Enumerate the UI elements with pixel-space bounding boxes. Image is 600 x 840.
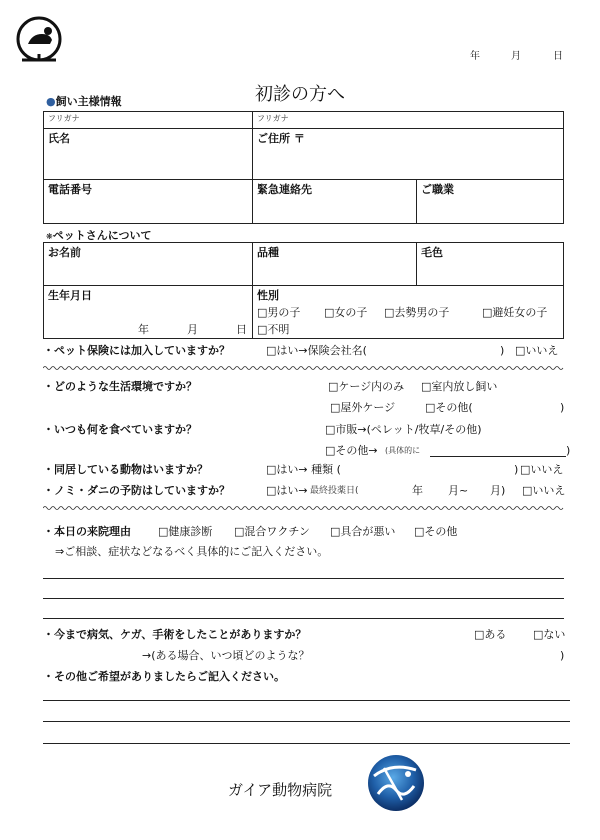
date-day-label: 日: [553, 51, 563, 62]
birth-month-label: 月: [187, 323, 198, 336]
history-detail-prompt: →(ある場合、いつ頃どのような？: [142, 649, 310, 662]
pet-name-label: お名前: [48, 246, 81, 259]
insurance-question: ・ペット保険には加入していますか？: [43, 344, 230, 357]
insurance-close-paren: ): [500, 344, 505, 357]
furigana-right: フリガナ: [257, 114, 289, 123]
sex-option-female[interactable]: □女の子: [324, 306, 368, 319]
page-title: 初診の方へ: [255, 84, 345, 105]
birth-year-label: 年: [138, 323, 149, 336]
food-commercial-option[interactable]: □市販→(ペレット/牧草/その他): [325, 423, 482, 436]
environment-cage-only[interactable]: □ケージ内のみ: [328, 380, 405, 393]
flea-year-label: 年: [412, 484, 423, 497]
food-question: ・いつも何を食べていますか？: [43, 423, 197, 436]
flea-yes-option[interactable]: □はい→: [266, 484, 308, 497]
sex-option-unknown[interactable]: □不明: [257, 323, 290, 336]
environment-other[interactable]: □その他(: [425, 401, 473, 414]
sex-label: 性別: [257, 289, 279, 302]
emergency-contact-label: 緊急連絡先: [257, 183, 312, 196]
reason-write-line[interactable]: [43, 578, 564, 579]
cohabit-close-paren: ): [514, 463, 519, 476]
flea-question: ・ノミ・ダニの予防はしていますか？: [43, 484, 230, 497]
food-close-paren: ): [566, 444, 571, 457]
reason-unwell-option[interactable]: □具合が悪い: [330, 525, 396, 538]
history-close-paren: ): [560, 649, 565, 662]
insurance-yes-option[interactable]: □はい→保険会社名(: [266, 344, 367, 357]
reason-write-line[interactable]: [43, 598, 564, 599]
birth-day-label: 日: [236, 323, 247, 336]
cohabit-question: ・同居している動物はいますか？: [43, 463, 208, 476]
pet-info-table: [43, 242, 564, 339]
date-month-label: 月: [511, 51, 521, 62]
person-icon: ●: [46, 95, 56, 108]
environment-close-paren: ): [560, 401, 565, 414]
food-other-input-line[interactable]: [430, 456, 566, 457]
address-field-label: ご住所 〒: [257, 132, 305, 145]
coat-color-label: 毛色: [421, 246, 443, 259]
name-field-label: 氏名: [48, 132, 70, 145]
flea-no-option[interactable]: □いいえ: [522, 484, 566, 497]
occupation-field-label: ご職業: [421, 183, 454, 196]
owner-section-label: ●飼い主様情報: [46, 95, 122, 108]
food-other-option[interactable]: □その他→: [325, 444, 378, 457]
reason-detail-note: ⇒ご相談、症状などなるべく具体的にご記入ください。: [55, 545, 329, 558]
furigana-left: フリガナ: [48, 114, 80, 123]
clinic-name: ガイア動物病院: [228, 781, 333, 799]
history-no-option[interactable]: □ない: [533, 628, 566, 641]
other-requests-question: ・その他ご希望がありましたらご記入ください。: [43, 670, 285, 683]
sex-option-neutered-male[interactable]: □去勢男の子: [384, 306, 450, 319]
sex-option-spayed-female[interactable]: □避妊女の子: [482, 306, 548, 319]
history-yes-option[interactable]: □ある: [474, 628, 507, 641]
food-other-note: (具体的に: [385, 446, 421, 455]
environment-indoor-free[interactable]: □室内放し飼い: [421, 380, 498, 393]
cohabit-yes-option[interactable]: □はい→ 種類 (: [266, 463, 341, 476]
reason-write-line[interactable]: [43, 618, 564, 619]
other-write-line[interactable]: [43, 700, 570, 701]
cohabit-no-option[interactable]: □いいえ: [520, 463, 564, 476]
breed-label: 品種: [257, 246, 279, 259]
insurance-no-option[interactable]: □いいえ: [515, 344, 559, 357]
phone-field-label: 電話番号: [48, 183, 92, 196]
birth-date-label: 生年月日: [48, 289, 92, 302]
pet-section-label: ❋ペットさんについて: [46, 229, 152, 242]
flea-month-to-label: 月): [490, 484, 506, 497]
reason-other-option[interactable]: □その他: [414, 525, 458, 538]
other-write-line[interactable]: [43, 743, 570, 744]
reason-vaccine-option[interactable]: □混合ワクチン: [234, 525, 310, 538]
hamster-wheel-logo-icon: [14, 14, 64, 64]
wavy-divider: [43, 505, 564, 511]
date-year-label: 年: [470, 51, 480, 62]
flea-last-dose-label: 最終投薬日(: [310, 486, 359, 496]
sex-option-male[interactable]: □男の子: [257, 306, 301, 319]
environment-question: ・どのような生活環境ですか？: [43, 380, 197, 393]
paw-icon: ❋: [46, 232, 53, 241]
reason-checkup-option[interactable]: □健康診断: [158, 525, 213, 538]
flea-month-from-label: 月~: [448, 484, 469, 497]
environment-outdoor-cage[interactable]: □屋外ケージ: [330, 401, 396, 414]
visit-reason-question: ・本日の来院理由: [43, 525, 131, 538]
wavy-divider: [43, 365, 564, 371]
other-write-line[interactable]: [43, 721, 570, 722]
clinic-globe-logo-icon: [362, 752, 430, 814]
medical-history-question: ・今まで病気、ケガ、手術をしたことがありますか？: [43, 628, 307, 641]
